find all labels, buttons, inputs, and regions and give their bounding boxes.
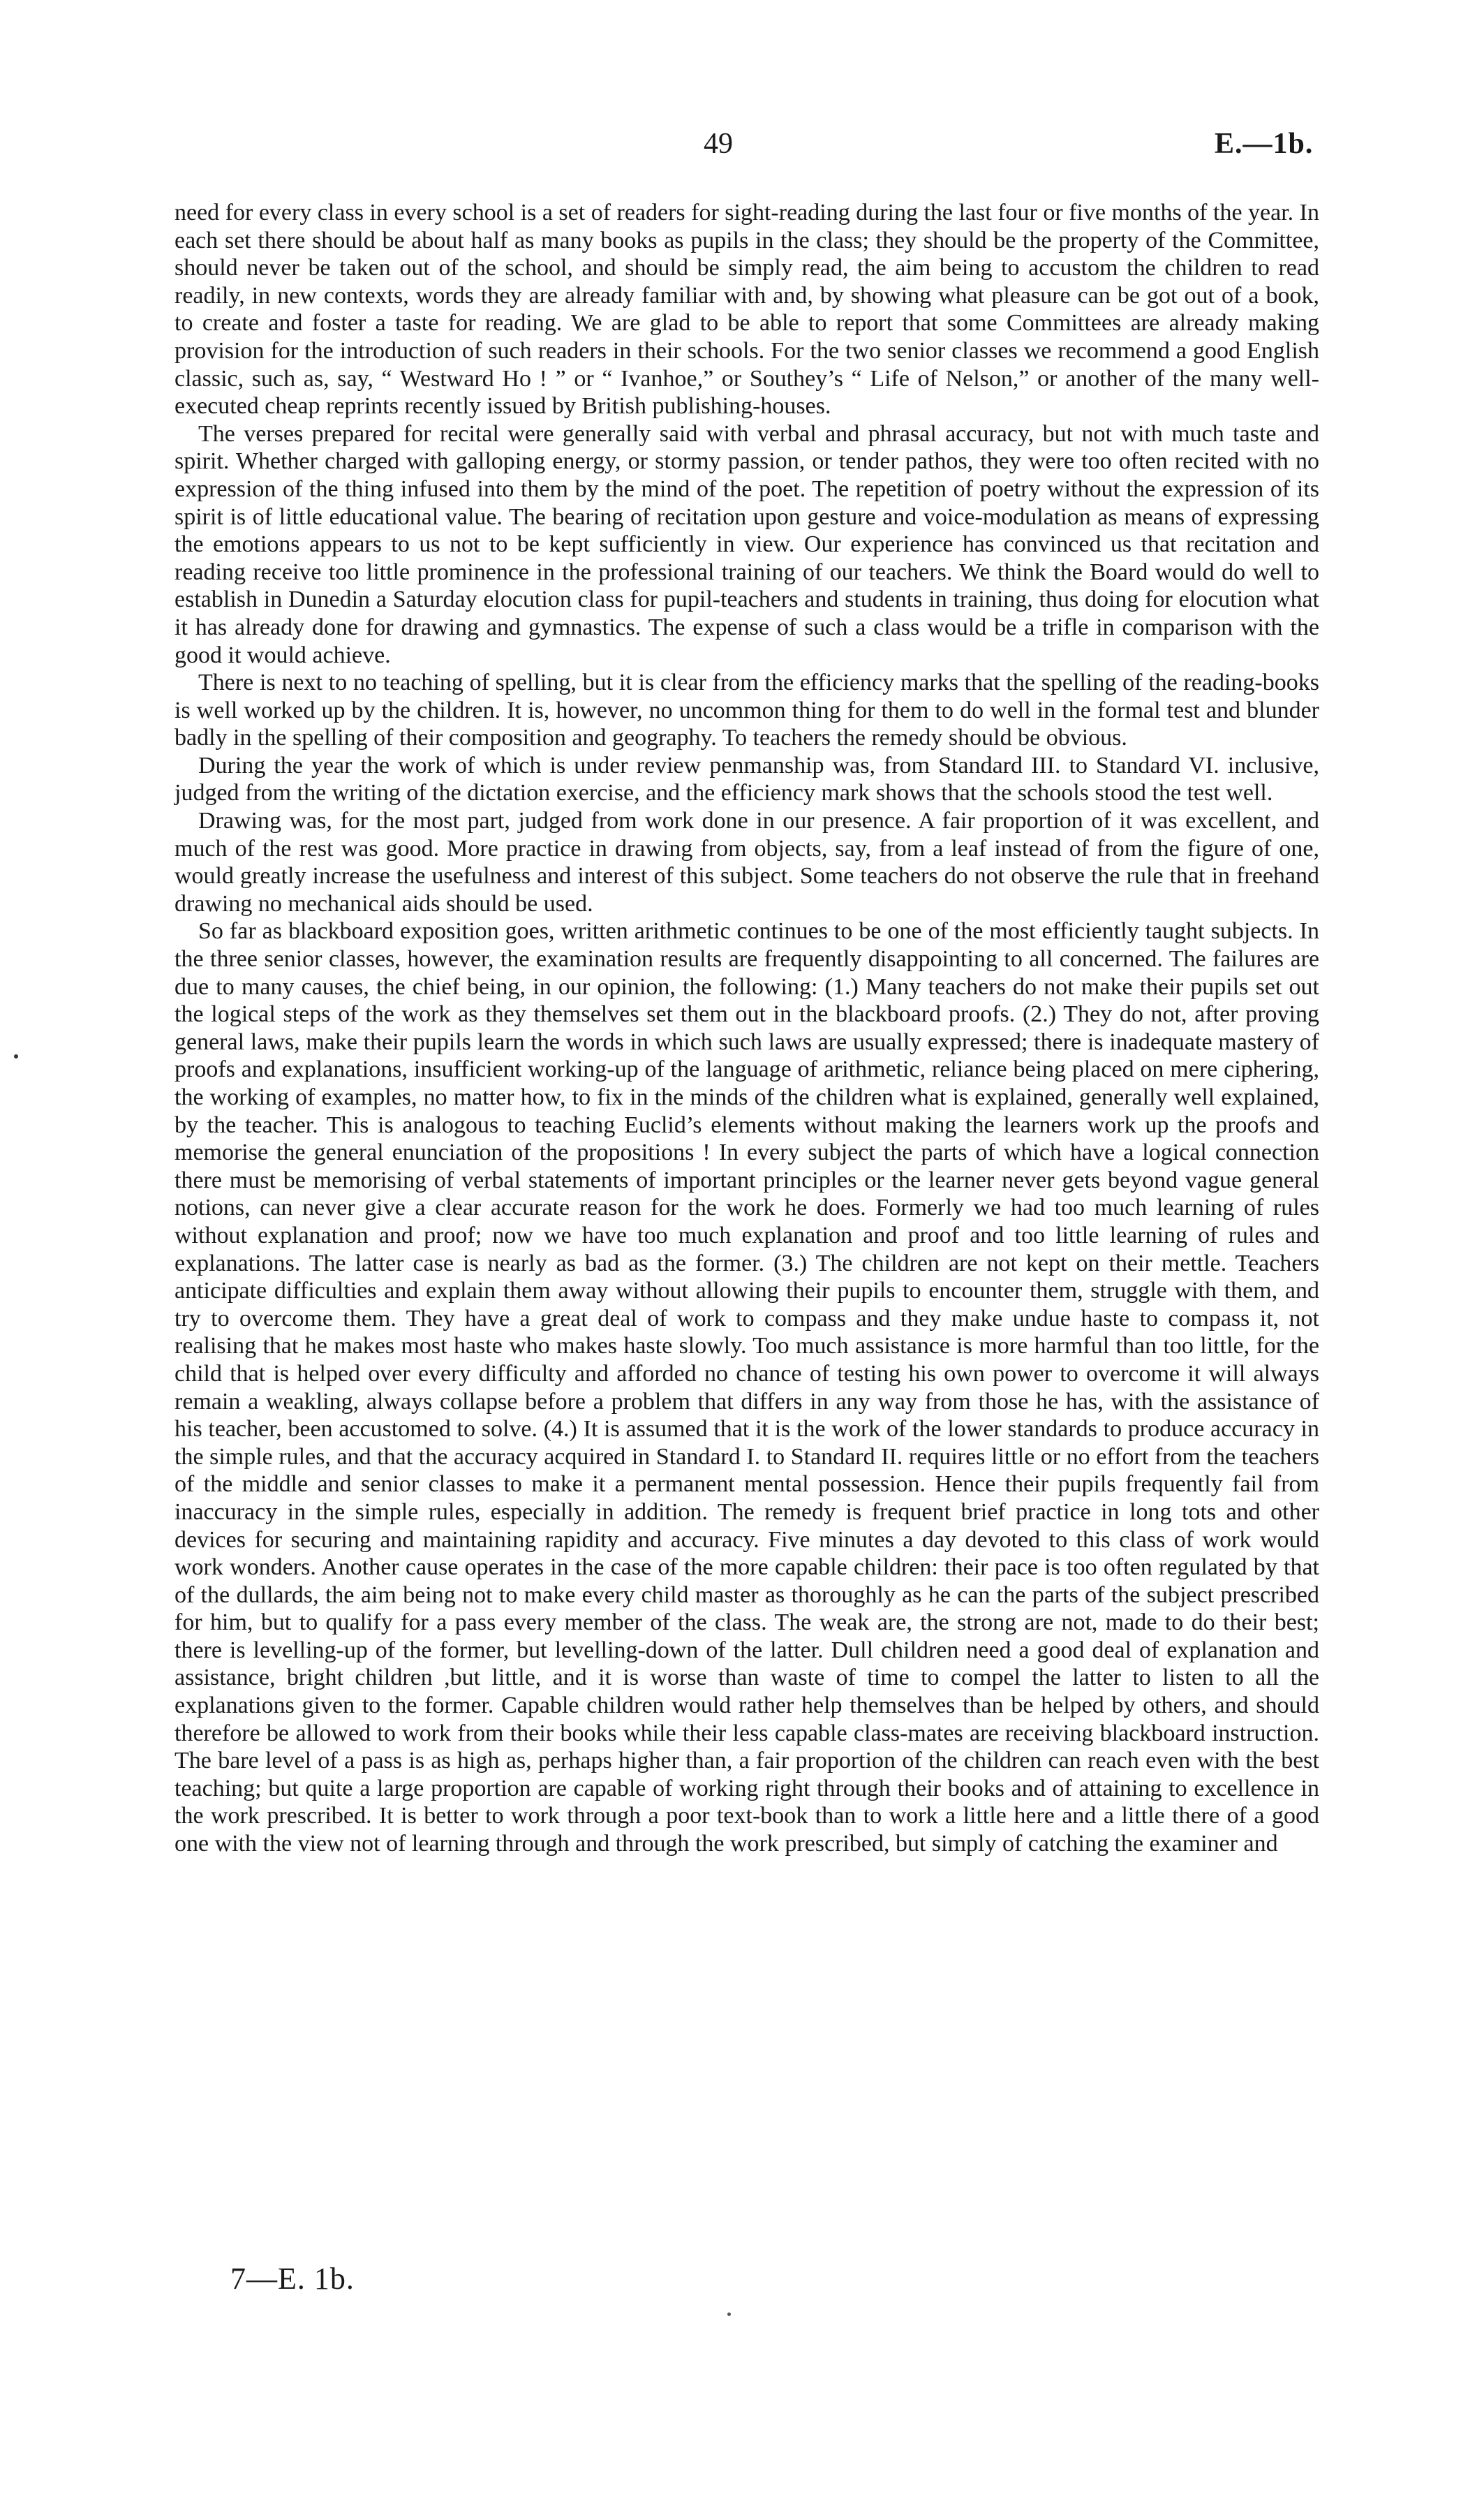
paragraph-spelling: There is next to no teaching of spelling, but it is clear from the efficiency marks that the spelling of the reading-books is well worked up by the children. It is, however, no uncommon thing for them to do well in the formal test and blunder badly in the spelling of their composition and geography. To teachers the remedy should be obvious. [175, 670, 1319, 751]
paragraph-recitation: The verses prepared for recital were generally said with verbal and phrasal accuracy, but not with much taste and spirit. Whether charged with galloping energy, or stormy passion, or tender pathos, they were too often recited with no expression of the thing infused into them by the mind of the poet. The repetition of poetry without the expression of its spirit is of little educational value. The bearing of recitation upon gesture and voice-modulation as means of expressing the emotions appears to us not to be kept sufficiently in view. Our experience has convinced us that recitation and reading receive too little prominence in the professional training of our teachers. We think the Board would do well to establish in Dunedin a Saturday elocution class for pupil-teachers and students in training, thus doing for elocution what it has already done for drawing and gymnastics. The expense of such a class would be a trifle in comparison with the good it would achieve. [175, 420, 1319, 668]
paragraph-drawing: Drawing was, for the most part, judged from work done in our presence. A fair proportion of it was excellent, and much of the rest was good. More practice in drawing from objects, say, from a leaf instead of from the figure of one, would greatly increase the usefulness and interest of this subject. Some teachers do not observe the rule that in freehand drawing no mechanical aids should be used. [175, 808, 1319, 917]
speck-mark [727, 2313, 731, 2316]
printer-signature: 7—E. 1b. [230, 2262, 355, 2296]
page-header [0, 127, 1484, 169]
paragraph-readers: need for every class in every school is a set of readers for sight-reading during the last four or five months of the year. In each set there should be about half as many books as pupils in the class; they should be the property of the Committee, should never be taken out of the school, and should be simply read, the aim being to accustom the children to read readily, in new contexts, words they are already familiar with and, by showing what pleasure can be got out of a book, to create and foster a taste for reading. We are glad to be able to report that some Committees are already making provision for the introduction of such readers in their schools. For the two senior classes we recommend a good English classic, such as, say, “ Westward Ho ! ” or “ Ivanhoe,” or Southey’s “ Life of Nelson,” or another of the many well-executed cheap reprints recently issued by British publishing-houses. [175, 200, 1319, 420]
document-reference: E.—1b. [1215, 128, 1314, 160]
margin-mark [14, 1054, 18, 1059]
page-number: 49 [704, 128, 733, 160]
paragraph-arithmetic: So far as blackboard exposition goes, written arithmetic continues to be one of the most efficiently taught subjects. In the three senior classes, however, the examination results are frequently disappointing to all concerned. The failures are due to many causes, the chief being, in our opinion, the following: (1.) Many teachers do not make their pupils set out the logical steps of the work as they themselves set them out in the blackboard proofs. (2.) They do not, after proving general laws, make their pupils learn the words in which such laws are usually expressed; there is inadequate mastery of proofs and explanations, insufficient working-up of the language of arithmetic, reliance being placed on mere ciphering, the working of examples, no matter how, to fix in the minds of the children what is explained, generally well explained, by the teacher. This is analogous to teaching Euclid’s elements without making the learners work up the proofs and memorise the general enunciation of the propositions ! In every subject the parts of which have a logical connection there must be memorising of verbal statements of important principles or the learner never gets beyond vague general notions, can never give a clear accurate reason for the work he does. Formerly we had too much learning of rules without explanation and proof; now we have too much explanation and proof and too little learning of rules and explanations. The latter case is nearly as bad as the former. (3.) The children are not kept on their mettle. Teachers anticipate difficulties and explain them away without allowing their pupils to encounter them, struggle with them, and try to overcome them. They have a great deal of work to compass and they make undue haste to compass it, not realising that he makes most haste who makes haste slowly. Too much assistance is more harmful than too little, for the child that is helped over every difficulty and afforded no chance of testing his own power to overcome it will always remain a weakling, always collapse before a problem that differs in any way from those he has, with the assistance of his teacher, been accustomed to solve. (4.) It is assumed that it is the work of the lower standards to produce accuracy in the simple rules, and that the accuracy acquired in Standard I. to Standard II. requires little or no effort from the teachers of the middle and senior classes to make it a permanent mental possession. Hence their pupils frequently fail from inaccuracy in the simple rules, especially in addition. The remedy is frequent brief practice in long tots and other devices for securing and maintaining rapidity and accuracy. Five minutes a day devoted to this class of work would work wonders. Another cause operates in the case of the more capable children: their pace is too often regulated by that of the dullards, the aim being not to make every child master as thoroughly as he can the parts of the subject prescribed for him, but to qualify for a pass every member of the class. The weak are, the strong are not, made to do their best; there is levelling-up of the former, but levelling-down of the latter. Dull children need a good deal of explanation and assistance, bright children ,but little, and it is worse than waste of time to compel the latter to listen to all the explanations given to the former. Capable children would rather help themselves than be helped by others, and should therefore be allowed to work from their books while their less capable class-mates are receiving blackboard instruction. The bare level of a pass is as high as, perhaps higher than, a fair proportion of the children can reach even with the best teaching; but quite a large proportion are capable of working right through their books and of attaining to excellence in the work prescribed. It is better to work through a poor text-book than to work a little here and a little there of a good one with the view not of learning through and through the work prescribed, but simply of catching the examiner and [175, 918, 1319, 1857]
paragraph-penmanship: During the year the work of which is under review penmanship was, from Standard III. to Standard VI. inclusive, judged from the writing of the dictation exercise, and the efficiency mark shows that the schools stood the test well. [175, 752, 1319, 806]
report-body [175, 199, 1319, 1858]
